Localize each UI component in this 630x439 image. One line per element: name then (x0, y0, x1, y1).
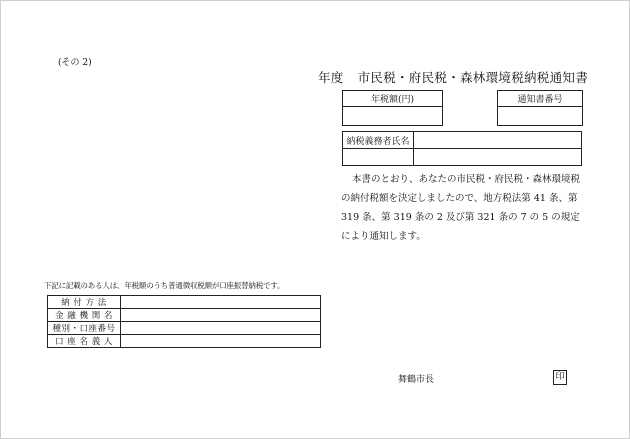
payment-row (48, 335, 321, 348)
taxpayer-name-blank (343, 149, 414, 166)
taxpayer-name-value (414, 132, 582, 149)
notice-title (318, 68, 588, 86)
account-number-value (121, 322, 321, 335)
tax-amount-value (343, 107, 443, 126)
seal-mark: 印 (553, 370, 567, 385)
issuer-name: 舞鶴市長 (398, 375, 435, 385)
tax-amount-box (342, 90, 443, 126)
notice-body (341, 170, 586, 246)
bank-name-value (121, 309, 321, 322)
payment-row (48, 322, 321, 335)
payment-row (48, 309, 321, 322)
tax-amount-label: 年税額(円) (343, 91, 443, 107)
notice-body-text: 本書のとおり、あなたの市民税・府民税・森林環境税の納付税額を決定しましたので、地方税法第 41 条、第 319 条、第 319 条の 2 及び第 321 条の 7 の 5 の規定により通知します。 (341, 174, 581, 242)
part-label: (その 2) (58, 58, 92, 68)
account-holder-value (121, 335, 321, 348)
taxpayer-name-label: 納税義務者氏名 (343, 132, 414, 149)
payment-row (48, 296, 321, 309)
payment-method-value (121, 296, 321, 309)
title-year: 年度 (318, 70, 344, 85)
payment-method-label: 納 付 方 法 (48, 296, 121, 309)
account-holder-label: 口 座 名 義 人 (48, 335, 121, 348)
notice-number-box (497, 90, 583, 126)
title-main: 市民税・府民税・森林環境税納税通知書 (357, 70, 589, 85)
account-transfer-note: 下記に記載のある人は、年税額のうち普通徴収税額が口座振替納税です。 (44, 281, 285, 290)
bank-name-label: 金 融 機 関 名 (48, 309, 121, 322)
taxpayer-name-box (342, 131, 582, 166)
notice-number-label: 通知書番号 (498, 91, 583, 107)
taxpayer-name-value-2 (414, 149, 582, 166)
notice-number-value (498, 107, 583, 126)
payment-table (47, 295, 321, 348)
account-number-label: 種別・口座番号 (48, 322, 121, 335)
